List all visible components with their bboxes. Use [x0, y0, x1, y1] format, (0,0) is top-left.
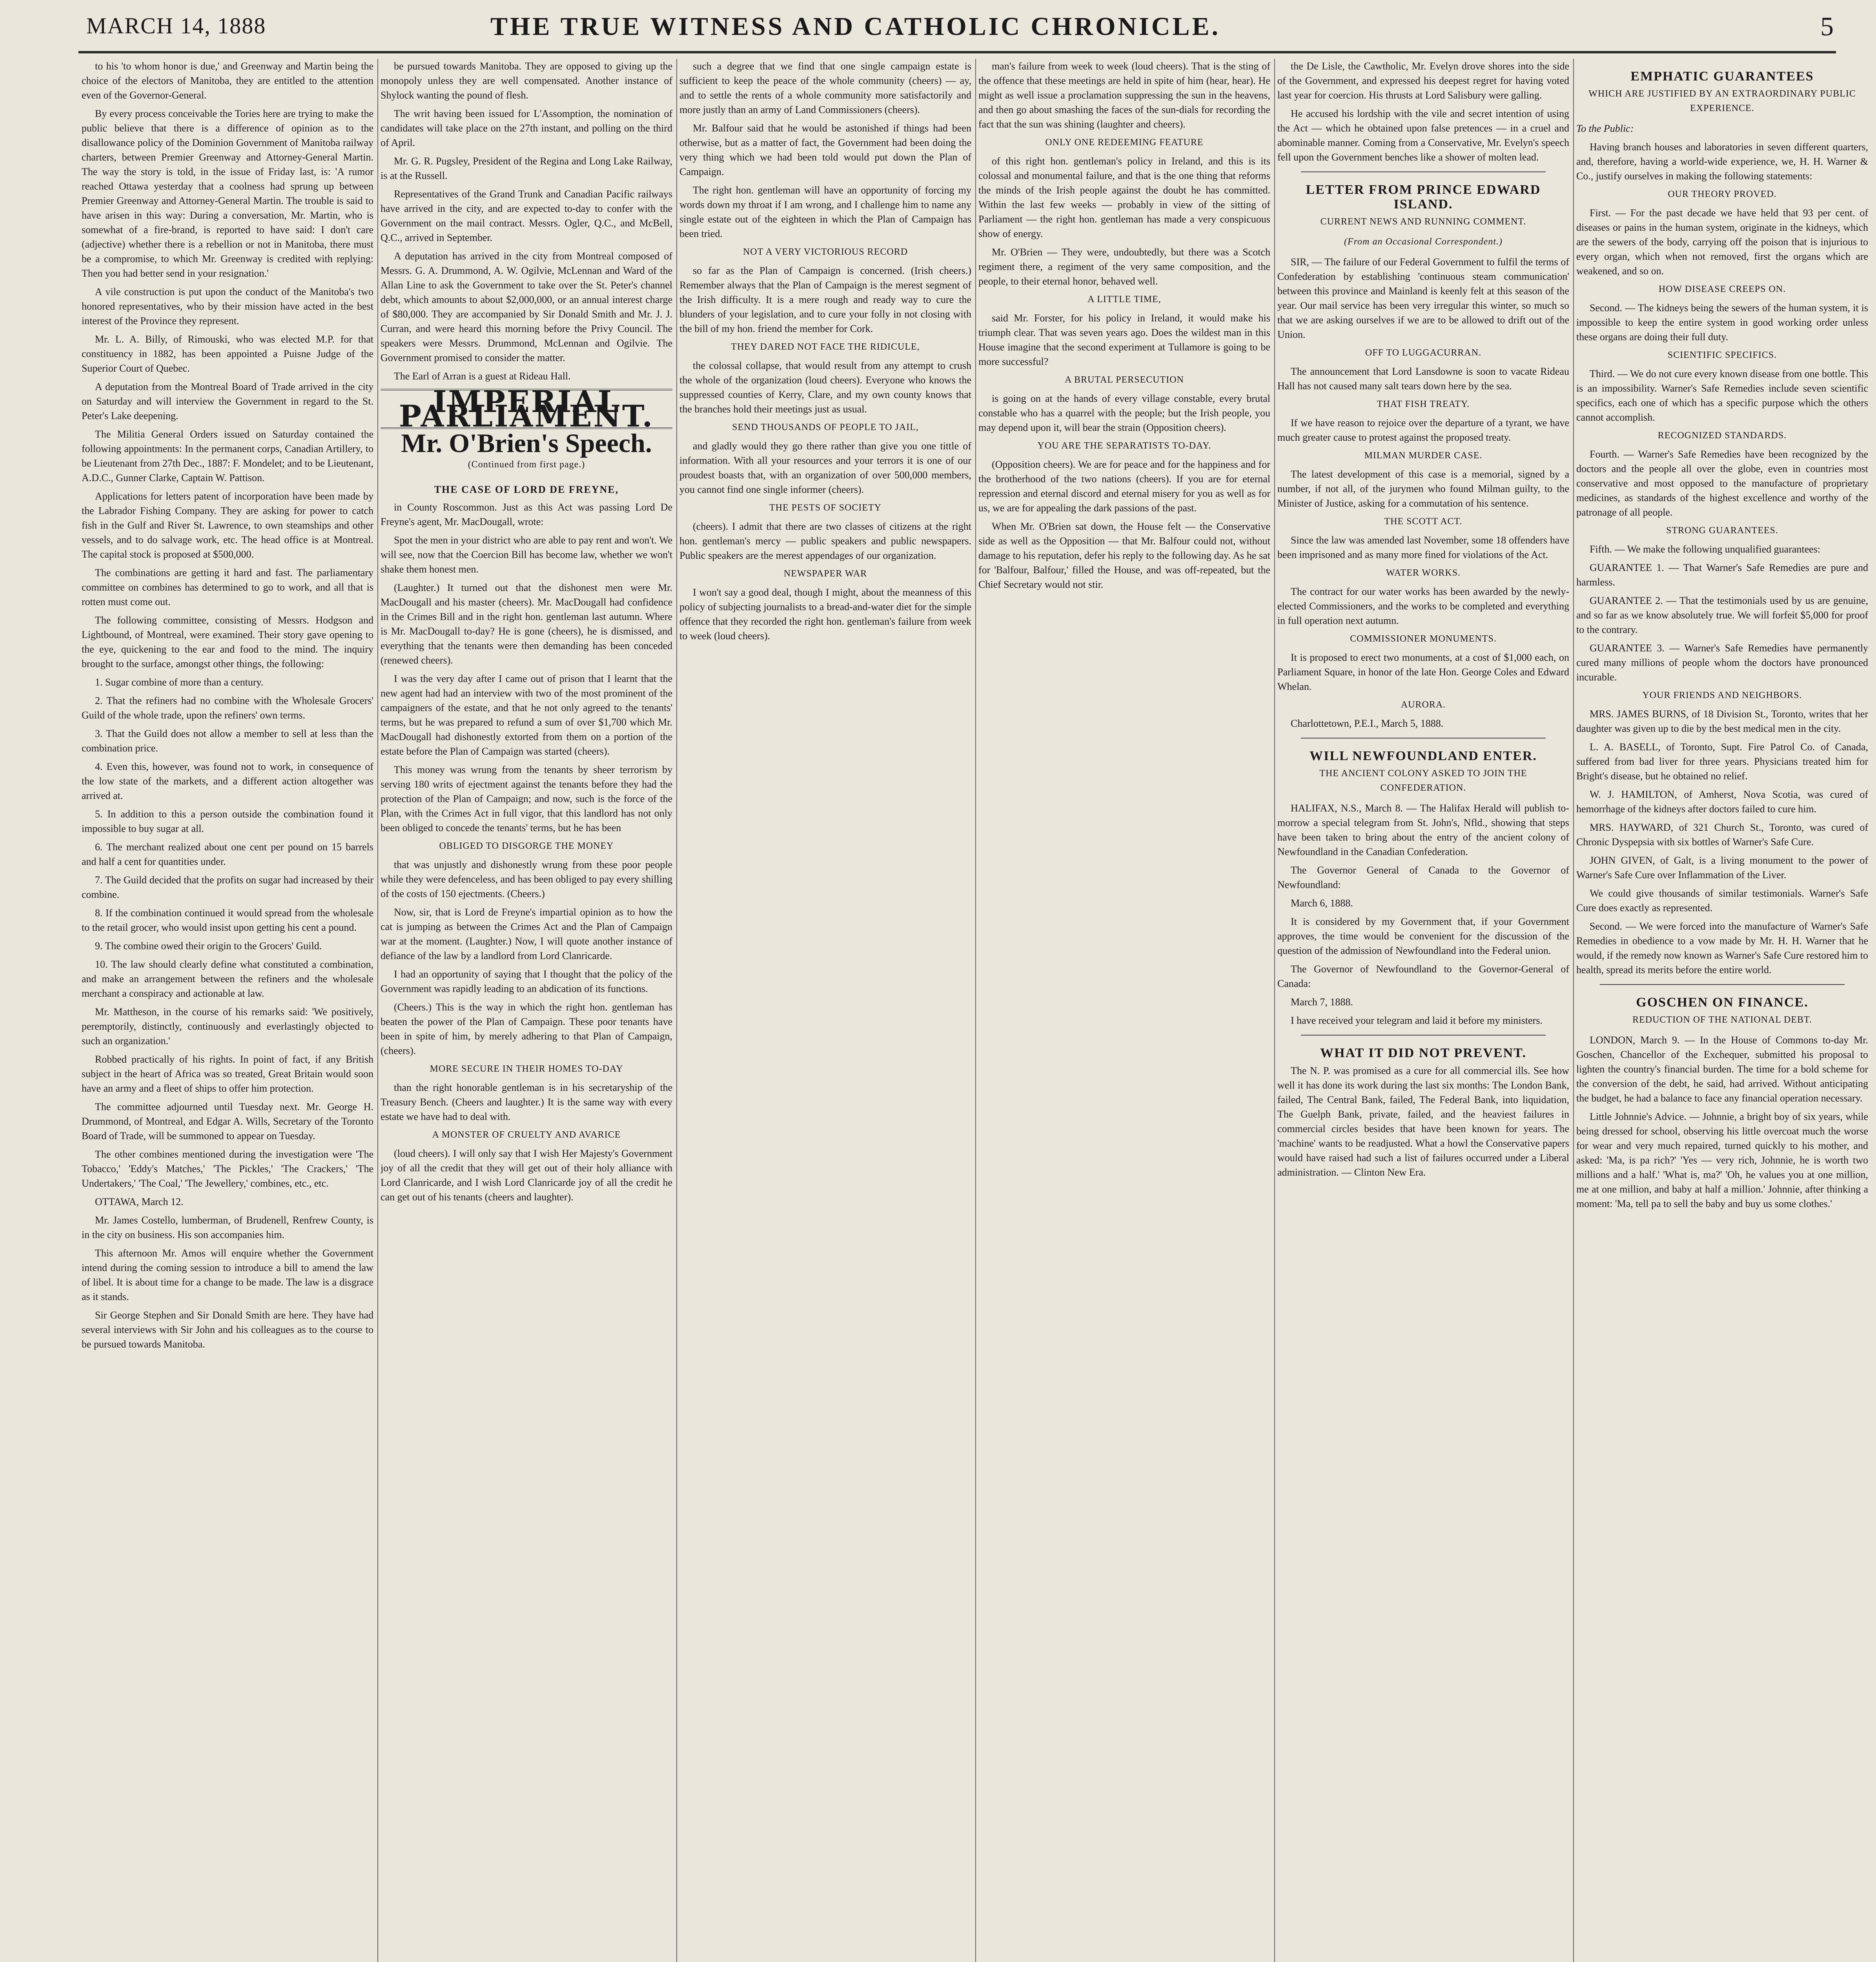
paragraph: The contract for our water works has been awarded by the newly-elected Commissioners, and the works to be completed and everything in full operation next autumn. — [1277, 586, 1569, 626]
goschen-text — [1576, 1033, 1868, 1211]
section-subheading: THE PESTS OF SOCIETY — [769, 503, 882, 513]
speech-text — [381, 500, 672, 1204]
column-divider — [676, 59, 677, 1962]
paragraph: The combinations are getting it hard and fast. The parliamentary committee on combines has determined to go to work, and all that is rotten must come out. — [82, 567, 373, 607]
paragraph: It is proposed to erect two monuments, at a cost of $1,000 each, on Parliament Square, in honor of the late Hon. George Coles and Edward Whelan. — [1277, 652, 1569, 692]
paragraph: GUARANTEE 2. — That the testimonials used by us are genuine, and so far as we know absolutely true. We will forfeit $5,000 for proof to the contrary. — [1576, 595, 1868, 635]
paragraph: 7. The Guild decided that the profits on sugar had increased by their combine. — [82, 874, 373, 900]
section-subheading: A LITTLE TIME, — [1087, 294, 1161, 305]
paragraph: so far as the Plan of Campaign is concerned. (Irish cheers.) Remember always that the Plan of Campaign is the merest segment of the Irish difficulty. It is a mere rough and ready way to cure the blunders of your legislation, and to cure your folly in not closing with the bill of my hon. friend the member for Cork. — [679, 265, 971, 334]
paragraph: March 7, 1888. — [1291, 996, 1353, 1008]
paragraph: I was the very day after I came out of prison that I learnt that the new agent had had an interview with two of the most prominent of the campaigners of the estate, and that he not only agreed to the tenants' terms, but he was prepared to refund a sum of over $1,700 which Mr. MacDougall had dishonestly extorted from them on a portion of the estate before the Plan of Campaign was started (cheers). — [381, 673, 672, 757]
letter-byline: (From an Occasional Correspondent.) — [1344, 237, 1503, 247]
paragraph: JOHN GIVEN, of Galt, is a living monument to the power of Warner's Safe Cure over Inflammation of the Liver. — [1576, 855, 1868, 881]
paragraph: The committee adjourned until Tuesday next. Mr. George H. Drummond, of Montreal, and Edgar A. Wills, Secretary of the Toronto Board of Trade, will be summoned to appear on Tuesday. — [82, 1101, 373, 1141]
paragraph: Second. — The kidneys being the sewers of the human system, it is impossible to keep the entire system in good working order unless these organs are doing their full duty. — [1576, 302, 1868, 343]
paragraph: 8. If the combination continued it would spread from the wholesale to the retail grocer, who would insist upon getting his cent a pound. — [82, 907, 373, 933]
column-5 — [1277, 59, 1569, 1962]
goschen-subheading: REDUCTION OF THE NATIONAL DEBT. — [1632, 1015, 1812, 1025]
paragraph: W. J. HAMILTON, of Amherst, Nova Scotia, was cured of hemorrhage of the kidneys after doctors failed to cure him. — [1576, 789, 1868, 815]
paragraph: I had an opportunity of saying that I thought that the policy of the Government was rapidly leading to an abdication of its functions. — [381, 968, 672, 994]
paragraph: The announcement that Lord Lansdowne is soon to vacate Rideau Hall has not caused many salt tears down here by the sea. — [1277, 366, 1569, 392]
paragraph: (Cheers.) This is the way in which the right hon. gentleman has beaten the power of the Plan of Campaign. These poor tenants have been in spite of him, by merely adhering to that Plan of Campaign, (cheers). — [381, 1001, 672, 1056]
section-subheading: YOU ARE THE SEPARATISTS TO-DAY. — [1037, 441, 1211, 451]
section-subheading: RECOGNIZED STANDARDS. — [1657, 430, 1787, 441]
section-subheading: THE SCOTT ACT. — [1384, 516, 1463, 527]
paragraph: Mr. Mattheson, in the course of his remarks said: 'We positively, peremptorily, distinctly, continuously and everlastingly objected to such an organization.' — [82, 1006, 373, 1047]
paragraph: Second. — We were forced into the manufacture of Warner's Safe Remedies in obedience to a vow made by Mr. H. H. Warner that he would, if the remedy now known as Warner's Safe Cure restored him to health, spread its merits before the entire world. — [1576, 921, 1868, 976]
paragraph: (cheers). I admit that there are two classes of citizens at the right hon. gentleman's mercy — public speakers and public newspapers. Public speakers are the merest appendages of our organization. — [679, 521, 971, 561]
paragraph: is going on at the hands of every village constable, every brutal constable who has a quarrel with the people; but the Irish people, you may depend upon it, will bear the strain (Opposition cheers). — [978, 393, 1270, 433]
paragraph: the De Lisle, the Cawtholic, Mr. Evelyn drove shores into the side of the Government, and expressed his deepest regret for having voted last year for coercion. His thrusts at Lord Salisbury were galling. — [1277, 60, 1569, 101]
column-4 — [978, 59, 1270, 1962]
imperial-parliament-masthead: IMPERIAL PARLIAMENT. — [381, 389, 672, 429]
paragraph: Mr. O'Brien — They were, undoubtedly, but there was a Scotch regiment there, a regiment of the very same composition, and the people, to their eternal honor, behaved well. — [978, 246, 1270, 287]
paragraph: The Earl of Arran is a guest at Rideau Hall. — [394, 370, 571, 382]
page-header — [0, 8, 1876, 51]
paragraph: and gladly would they go there rather than give you one tittle of information. With all your resources and your terrors it is one of our proudest boasts that, with an organization of over 500,000 members, you cannot find one single informer (cheers). — [679, 440, 971, 495]
section-subheading: MORE SECURE IN THEIR HOMES TO-DAY — [430, 1064, 623, 1074]
paragraph: 10. The law should clearly define what constituted a combination, and make an arrangement between the refiners and the wholesale merchant a conspiracy and actionable at law. — [82, 959, 373, 999]
case-heading: THE CASE OF LORD DE FREYNE, — [434, 484, 619, 495]
paragraph: (Laughter.) It turned out that the dishonest men were Mr. MacDougall and his master (cheers). Mr. MacDougall had confidence in the Crimes Bill and in the right hon. gentleman last autumn. Where is Mr. MacDougall to-day? He is gone (cheers), he is dismissed, and everything that the tenants were then demanding has been conceded (renewed cheers). — [381, 582, 672, 666]
section-subheading: OFF TO LUGGACURRAN. — [1365, 348, 1482, 358]
paragraph: 4. Even this, however, was found not to work, in consequence of the low state of the markets, and a different action altogether was arrived at. — [82, 761, 373, 801]
paragraph: such a degree that we find that one single campaign estate is sufficient to keep the peace of the whole community (cheers) — ay, and to settle the rents of a whole community more satisfactorily and more justly than an army of Land Commissioners (cheers). — [679, 60, 971, 115]
paragraph: MRS. JAMES BURNS, of 18 Division St., Toronto, writes that her daughter was given up to die by the best medical men in the city. — [1576, 708, 1868, 734]
paragraph: First. — For the past decade we have held that 93 per cent. of diseases or pains in the human system, originate in the kidneys, which are the sewers of the body, carrying off the poison that is injurious to every organ, which when not removed, first the organs which are weakened, and so on. — [1576, 207, 1868, 277]
section-subheading: OUR THEORY PROVED. — [1668, 189, 1777, 199]
paragraph: If we have reason to rejoice over the departure of a tyrant, we have much greater cause to protest against the proposed treaty. — [1277, 417, 1569, 443]
paragraph: It is considered by my Government that, if your Government approves, the time would be convenient for the discussion of the question of the admission of Newfoundland into the Federal union. — [1277, 916, 1569, 956]
paragraph: Spot the men in your district who are able to pay rent and won't. We will see, now that the Coercion Bill has become law, whether we won't shake them honest men. — [381, 534, 672, 575]
section-subheading: NOT A VERY VICTORIOUS RECORD — [743, 247, 908, 257]
paragraph: I won't say a good deal, though I might, about the meanness of this policy of subjecting journalists to a bread-and-water diet for the simple offence that they recorded the right hon. gentleman's failure from week to week (loud cheers). — [679, 587, 971, 642]
paragraph: Since the law was amended last November, some 18 offenders have been imprisoned and as many more fined for violations of the Act. — [1277, 534, 1569, 560]
prevent-text — [1277, 1063, 1569, 1180]
issue-date: MARCH 14, 1888 — [86, 13, 266, 38]
newfoundland-subheading: THE ANCIENT COLONY ASKED TO JOIN THE CONFEDERATION. — [1319, 768, 1527, 793]
paragraph: The other combines mentioned during the investigation were 'The Tobacco,' 'Eddy's Matches,' 'The Pickles,' 'The Crackers,' 'The Undertakers,' 'The Coal,' 'The Jewellery,' combines, etc., etc. — [82, 1149, 373, 1189]
prevent-heading: WHAT IT DID NOT PREVENT. — [1320, 1046, 1526, 1060]
section-subheading: YOUR FRIENDS AND NEIGHBORS. — [1642, 690, 1802, 700]
paragraph: L. A. BASELL, of Toronto, Supt. Fire Patrol Co. of Canada, suffered from bad liver for three years. Physicians treated him for Bright's disease, but he obtained no relief. — [1576, 741, 1868, 782]
section-subheading: THEY DARED NOT FACE THE RIDICULE, — [731, 342, 920, 352]
column-1 — [82, 59, 373, 1962]
column-divider — [377, 59, 378, 1962]
paragraph: Having branch houses and laboratories in seven different quarters, and, therefore, having a world-wide experience, we, H. H. Warner & Co., justify ourselves in making the following statements: — [1576, 141, 1868, 182]
paragraph: to his 'to whom honor is due,' and Greenway and Martin being the choice of the electors of Manitoba, they are entitled to the attention even of the Governor-General. — [82, 60, 373, 101]
paragraph: Sir George Stephen and Sir Donald Smith are here. They have had several interviews with Sir John and his colleagues as to the course to be pursued towards Manitoba. — [82, 1309, 373, 1350]
letter-heading: LETTER FROM PRINCE EDWARD ISLAND. — [1306, 182, 1541, 212]
paragraph: The writ having been issued for L'Assomption, the nomination of candidates will take place on the 27th instant, and polling on the third of April. — [381, 108, 672, 148]
paragraph: 9. The combine owed their origin to the Grocers' Guild. — [95, 940, 322, 952]
column-divider — [1573, 59, 1574, 1962]
paragraph: The Governor General of Canada to the Governor of Newfoundland: — [1277, 864, 1569, 890]
paragraph: Mr. Balfour said that he would be astonished if things had been otherwise, but as a matter of fact, the Government had been doing the very thing which we had been told would put down the Plan of Campaign. — [679, 122, 971, 177]
paragraph: He accused his lordship with the vile and secret intention of using the Act — which he obtained upon false pretences — in a cruel and abominable manner. Coming from a Conservative, Mr. Evelyn's speech fell upon the Government benches like a shower of molten lead. — [1277, 108, 1569, 163]
paragraph: (loud cheers). I will only say that I wish Her Majesty's Government joy of all the credit that they will get out of their holy alliance with Lord Clanricarde, and I wish Lord Clanricarde joy of all the credit he can get out of his tenants (cheers and laughter). — [381, 1148, 672, 1203]
column-divider — [1274, 59, 1275, 1962]
paragraph: 5. In addition to this a person outside the combination found it impossible to buy sugar at all. — [82, 808, 373, 834]
paragraph: The following committee, consisting of Messrs. Hodgson and Lightbound, of Montreal, were examined. Their story gave opening to the eye, quickening to the ear and food to the mind. The inquiry brought to the surface, amongst other things, the following: — [82, 614, 373, 669]
paragraph: 6. The merchant realized about one cent per pound on 15 barrels and half a cent for quantities under. — [82, 841, 373, 867]
paragraph: of this right hon. gentleman's policy in Ireland, and this is its colossal and monumental failure, and that is the one thing that reforms the minds of the Irish people against the doubt he has committed. Within the last few weeks — probably in view of the sitting of Parliament — the right hon. gentleman has made a very conspicuous show of energy. — [978, 155, 1270, 239]
section-subheading: THAT FISH TREATY. — [1377, 399, 1470, 409]
paragraph: Charlottetown, P.E.I., March 5, 1888. — [1291, 718, 1444, 729]
paragraph: A deputation from the Montreal Board of Trade arrived in the city on Saturday and will interview the Government in regard to the St. Peter's Lake deepening. — [82, 381, 373, 421]
paragraph: SIR, — The failure of our Federal Government to fulfil the terms of Confederation by establishing 'continuous steam communication' between this province and Mainland is keenly felt at this season of the year. Our mail service has been very irregular this winter, so much so that we are asking ourselves if we are to be allowed to drift out of the Union. — [1277, 256, 1569, 340]
paragraph: HALIFAX, N.S., March 8. — The Halifax Herald will publish to-morrow a special telegram from St. John's, Nfld., showing that steps have been taken to bring about the entry of the ancient colony of Newfoundland in the Canadian Confederation. — [1277, 802, 1569, 857]
section-subheading: COMMISSIONER MONUMENTS. — [1350, 634, 1497, 644]
section-subheading: ONLY ONE REDEEMING FEATURE — [1045, 137, 1204, 148]
column-2 — [381, 59, 672, 1962]
paragraph: MRS. HAYWARD, of 321 Church St., Toronto, was cured of Chronic Dyspepsia with six bottles of Warner's Safe Cure. — [1576, 822, 1868, 848]
paragraph: Robbed practically of his rights. In point of fact, if any British subject in the heart of Africa was so treated, Great Britain would soon have an army and a fleet of ships to offer him protection. — [82, 1054, 373, 1094]
paragraph: The Militia General Orders issued on Saturday contained the following appointments: In the permanent corps, Canadian Artillery, to be Lieutenant from 27th Dec., 1887: F. Mondelet; and to be Lieutenant, A.D.C., Gunner Clarke, Captain W. Pattison. — [82, 429, 373, 483]
paragraph: March 6, 1888. — [1291, 897, 1353, 909]
paragraph: When Mr. O'Brien sat down, the House felt — the Conservative side as well as the Opposition — that Mr. Balfour could not, without damage to his reputation, defer his reply to the following day. As he sat for 'Balfour, Balfour,' filled the House, and was off-repeated, but the Chief Secretary would not stir. — [978, 521, 1270, 590]
col3-text — [679, 59, 971, 643]
section-subheading: A BRUTAL PERSECUTION — [1065, 375, 1184, 385]
guarantees-subheading: WHICH ARE JUSTIFIED BY AN EXTRAORDINARY PUBLIC EXPERIENCE. — [1588, 89, 1856, 113]
col1-text — [82, 59, 373, 1351]
paragraph: A vile construction is put upon the conduct of the Manitoba's two honored representatives, who by their mission have acted in the best interest of the Province they represent. — [82, 286, 373, 326]
section-subheading: OBLIGED TO DISGORGE THE MONEY — [439, 841, 614, 851]
paragraph: The Governor of Newfoundland to the Governor-General of Canada: — [1277, 963, 1569, 989]
speech-title: Mr. O'Brien's Speech. — [401, 428, 652, 458]
col2-ottawa-news — [381, 59, 672, 383]
header-rule — [78, 51, 1836, 53]
section-subheading: HOW DISEASE CREEPS ON. — [1658, 284, 1786, 294]
letter-subheading: CURRENT NEWS AND RUNNING COMMENT. — [1320, 217, 1526, 227]
paragraph: Representatives of the Grand Trunk and Canadian Pacific railways have arrived in the city, and are expected to-day to confer with the Government on the mail contract. Messrs. Ogler, Q.C., and McBell, Q.C., arrived in September. — [381, 188, 672, 243]
paragraph: than the right honorable gentleman is in his secretaryship of the Treasury Bench. (Cheers and laughter.) It is the same way with every estate we have had to deal with. — [381, 1082, 672, 1122]
speech-subtitle: (Continued from first page.) — [468, 460, 585, 470]
newfoundland-text — [1277, 801, 1569, 1028]
divider-rule — [1301, 171, 1546, 172]
goschen-heading: GOSCHEN ON FINANCE. — [1636, 995, 1809, 1010]
paragraph: the colossal collapse, that would result from any attempt to crush the whole of the organization (loud cheers). Everyone who knows the suppressed counties of Kerry, Clare, and my own county knows that the branches hold their meetings just as usual. — [679, 360, 971, 415]
newfoundland-heading: WILL NEWFOUNDLAND ENTER. — [1310, 749, 1537, 763]
paragraph: This money was wrung from the tenants by sheer terrorism by serving 180 writs of ejectment against the tenants before they had the protection of the Plan of Campaign; and now, such is the force of the Plan, with the Crimes Act in full vigor, that this landlord has not only been obliged to concede the tenants' terms, but he has been — [381, 764, 672, 833]
paragraph: Fourth. — Warner's Safe Remedies have been recognized by the doctors and the people all over the globe, even in countries most conservative and most opposed to the manufacture of proprietary medicines, as standards of the highest excellence and worthy of the patronage of all people. — [1576, 449, 1868, 518]
paragraph: By every process conceivable the Tories here are trying to make the public believe that there is a difference of opinion as to the disallowance policy of the Dominion Government of Manitoba railway charters, between Premier Greenway and Attorney-General Martin. The way the story is told, in the issue of Friday last, is: 'A rumor reached Ottawa yesterday that a coolness had sprung up between Premier Greenway and Attorney-General Martin. The trouble is said to have arisen in this way: During a conversation, Mr. Martin, who is somewhat of a fire-brand, is reported to have said: I don't care (adjective) whether there is a rebellion or not in Manitoba, there must be a compromise, to which Mr. Greenway is credited with replying: Then you had better send in your resignation.' — [82, 108, 373, 279]
paragraph: Little Johnnie's Advice. — Johnnie, a bright boy of six years, while being dressed for school, observing his little overcoat much the worse for wear and very much repaired, turned quickly to his mother, and asked: 'Ma, is pa rich?' 'Yes — very rich, Johnnie, he is worth two millions and a half.' 'What is, ma?' 'Oh, he values you at one million, me at one million, and baby at half a million.' Johnnie, after thinking a moment: 'Ma, tell pa to sell the baby and buy us some clothes.' — [1576, 1111, 1868, 1209]
paragraph: This afternoon Mr. Amos will enquire whether the Government intend during the coming session to introduce a bill to amend the law of libel. It is about time for a change to be made. The law is a disgrace as it stands. — [82, 1247, 373, 1302]
section-subheading: AURORA. — [1401, 700, 1446, 710]
paragraph: The latest development of this case is a memorial, signed by a number, if not all, of the jurymen who found Milman guilty, to the Minister of Justice, asking for a commutation of his sentence. — [1277, 469, 1569, 509]
divider-rule — [1600, 984, 1845, 985]
column-divider — [975, 59, 976, 1962]
paragraph: LONDON, March 9. — In the House of Commons to-day Mr. Goschen, Chancellor of the Exchequer, submitted his proposal to lighten the country's financial burden. The time for a bold scheme for the conversion of the debt, he said, had arrived. Without anticipating the budget, he had a balance to face any financial operation necessary. — [1576, 1034, 1868, 1104]
paragraph: GUARANTEE 3. — Warner's Safe Remedies have permanently cured many millions of people whom the doctors have pronounced incurable. — [1576, 642, 1868, 683]
col4-text — [978, 59, 1270, 592]
section-subheading: MILMAN MURDER CASE. — [1364, 450, 1483, 461]
paragraph: 1. Sugar combine of more than a century. — [95, 676, 264, 688]
section-subheading: SCIENTIFIC SPECIFICS. — [1667, 350, 1777, 360]
paragraph: Third. — We do not cure every known disease from one bottle. This is an impossibility. Warner's Safe Remedies include seven scientific specifics, each one of which has a specific purpose which the others cannot accomplish. — [1576, 368, 1868, 423]
column-6 — [1576, 59, 1868, 1962]
paragraph: The right hon. gentleman will have an opportunity of forcing my words down my throat if I am wrong, and I challenge him to name any single estate out of the eighteen in which the Plan of Campaign has been tried. — [679, 184, 971, 239]
paragraph: that was unjustly and dishonestly wrung from these poor people while they were defenceless, and has been obliged to pay every shilling of the costs of 150 ejectments. (Cheers.) — [381, 859, 672, 899]
paragraph: A deputation has arrived in the city from Montreal composed of Messrs. G. A. Drummond, A. W. Ogilvie, McLennan and Ward of the Allan Line to ask the Government to take over the St. Peter's channel debt, which amounts to about $2,000,000, or an annual interest charge of $80,000. They are accompanied by Sir Donald Smith and Mr. J. J. Curran, and were heard this morning before the Privy Council. The speakers were Messrs. Drummond, McLennan and Ogilvie. The Government promised to consider the matter. — [381, 250, 672, 363]
paragraph: We could give thousands of similar testimonials. Warner's Safe Cure does exactly as represented. — [1576, 888, 1868, 914]
page-number: 5 — [1820, 11, 1834, 41]
paragraph: (Opposition cheers). We are for peace and for the happiness and for the brotherhood of the two nations (cheers). If you are for eternal repression and eternal discord and eternal misery for you as well as for us, we are for appealing the dark passions of the past. — [978, 459, 1270, 514]
paragraph: The N. P. was promised as a cure for all commercial ills. See how well it has done its work during the last six months: The London Bank, failed, The Central Bank, failed, The Federal Bank, into liquidation, The Guelph Bank, private, failed, and the heaviest failures in commercial circles besides that have been known for years. The 'machine' wants to be readjusted. What a howl the Conservative papers would have raised had such a list of failures occurred under a Liberal administration. — Clinton New Era. — [1277, 1065, 1569, 1178]
paragraph: Now, sir, that is Lord de Freyne's impartial opinion as to how the cat is jumping as between the Crimes Act and the Plan of Campaign war at the moment. (Laughter.) Now, I will quote another instance of defiance of the law by a landlord from Lord Clanricarde. — [381, 906, 672, 961]
paragraph: in County Roscommon. Just as this Act was passing Lord De Freyne's agent, Mr. MacDougall, wrote: — [381, 501, 672, 527]
paragraph: Mr. G. R. Pugsley, President of the Regina and Long Lake Railway, is at the Russell. — [381, 155, 672, 181]
guarantees-intro: To the Public: — [1576, 123, 1634, 134]
paragraph: 2. That the refiners had no combine with the Wholesale Grocers' Guild of the whole trade, upon the refiners' own terms. — [82, 695, 373, 721]
paragraph: said Mr. Forster, for his policy in Ireland, it would make his triumph clear. That was seven years ago. Does the wildest man in this House imagine that the second experiment at Tullamore is going to be more successful? — [978, 312, 1270, 367]
letter-text — [1277, 255, 1569, 731]
paragraph: Fifth. — We make the following unqualified guarantees: — [1590, 543, 1821, 555]
column-3 — [679, 59, 971, 1962]
divider-rule — [1301, 1035, 1546, 1036]
paragraph: 3. That the Guild does not allow a member to sell at less than the combination price. — [82, 728, 373, 754]
col5-intro — [1277, 59, 1569, 164]
paragraph: Mr. L. A. Billy, of Rimouski, who was elected M.P. for that constituency in 1882, has been appointed a Puisne Judge of the Superior Court of Quebec. — [82, 334, 373, 374]
section-subheading: SEND THOUSANDS OF PEOPLE TO JAIL, — [732, 422, 919, 432]
paragraph: Mr. James Costello, lumberman, of Brudenell, Renfrew County, is in the city on business. His son accompanies him. — [82, 1214, 373, 1240]
section-subheading: A MONSTER OF CRUELTY AND AVARICE — [432, 1130, 621, 1140]
section-subheading: NEWSPAPER WAR — [783, 569, 867, 579]
paragraph: OTTAWA, March 12. — [95, 1196, 184, 1207]
paragraph: man's failure from week to week (loud cheers). That is the sting of the offence that these meetings are held in spite of him (hear, hear). He might as well issue a proclamation suppressing the sun in the heavens, and then go about smashing the faces of the sun-dials for recording the fact that the sun was shining (laughter and cheers). — [978, 60, 1270, 130]
section-subheading: WATER WORKS. — [1386, 568, 1461, 578]
section-subheading: STRONG GUARANTEES. — [1666, 525, 1778, 536]
guarantees-heading: EMPHATIC GUARANTEES — [1630, 69, 1814, 84]
paragraph: I have received your telegram and laid it before my ministers. — [1291, 1015, 1543, 1026]
paragraph: Applications for letters patent of incorporation have been made by the Labrador Fishing Company. They are asking for power to catch fish in the Gulf and River St. Lawrence, to own steamships and other vessels, and to do salvage work, etc. The head office is at Montreal. The capital stock is proposed at $500,000. — [82, 491, 373, 560]
paragraph: GUARANTEE 1. — That Warner's Safe Remedies are pure and harmless. — [1576, 562, 1868, 588]
newspaper-title: THE TRUE WITNESS AND CATHOLIC CHRONICLE. — [490, 12, 1221, 41]
guarantees-text — [1576, 140, 1868, 977]
paragraph: be pursued towards Manitoba. They are opposed to giving up the monopoly unless they are well compensated. Another instance of Shylock wanting the pound of flesh. — [381, 60, 672, 101]
